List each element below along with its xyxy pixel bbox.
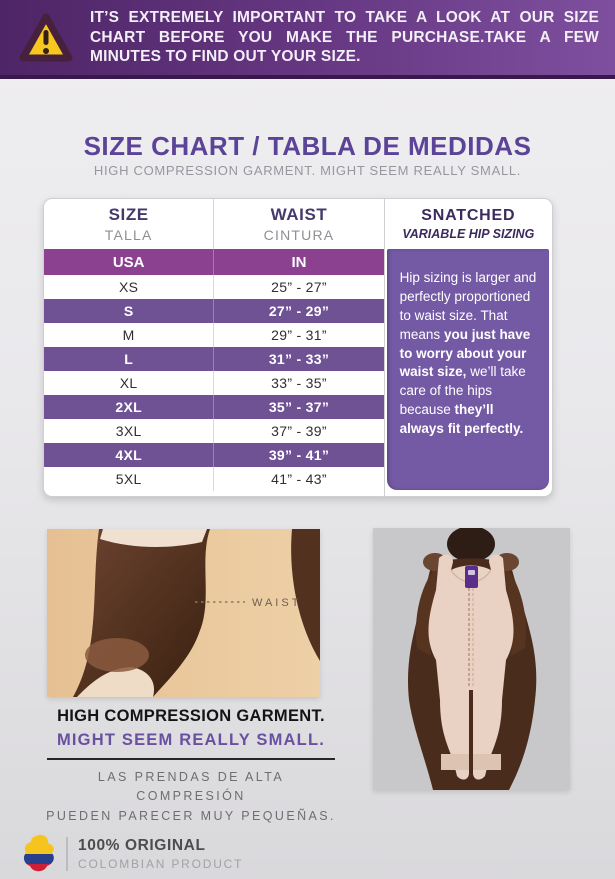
- table-row: [44, 419, 384, 443]
- garment-photo: [373, 528, 570, 790]
- footer-line2: COLOMBIAN PRODUCT: [78, 857, 244, 871]
- waist-cell: 39” - 41”: [268, 447, 330, 463]
- note-es-line2: PUEDEN PARECER MUY PEQUEÑAS.: [46, 808, 336, 823]
- table-row: [44, 347, 384, 371]
- page-subtitle: HIGH COMPRESSION GARMENT. MIGHT SEEM REALLY SMALL.: [93, 163, 522, 178]
- note-divider: [47, 758, 335, 760]
- waist-cell: 31” - 33”: [268, 351, 330, 367]
- page-title: SIZE CHART / TABLA DE MEDIDAS: [83, 131, 532, 161]
- waist-label: WAIST: [252, 597, 302, 609]
- colombia-flag-map-icon: [19, 833, 59, 875]
- waist-header-es: CINTURA: [263, 227, 335, 243]
- size-cell: L: [44, 347, 214, 371]
- table-row: [44, 323, 384, 347]
- garment-tag: [465, 566, 478, 588]
- size-column-header: [44, 199, 214, 249]
- right-lace-trim: [473, 754, 501, 770]
- size-cell: 3XL: [44, 419, 214, 443]
- note-es-line1: LAS PRENDAS DE ALTA COMPRESIÓN: [97, 770, 285, 804]
- snatched-header: [385, 199, 552, 249]
- size-header-es: TALLA: [104, 227, 153, 243]
- hand-shape: [85, 638, 149, 672]
- note-en-line1: HIGH COMPRESSION GARMENT.: [57, 707, 325, 725]
- model-waist-photo: [47, 529, 320, 697]
- origin-footer: [19, 833, 243, 875]
- waist-cell: 27” - 29”: [268, 303, 330, 319]
- size-cell: 4XL: [44, 443, 214, 467]
- snatched-panel-text: Hip sizing is larger and perfectly proportioned to waist size. That means you just have to worry about your waist size, we’ll take care of the hips because they’ll always fit perfectly.: [387, 249, 549, 490]
- footer-text: [78, 837, 243, 871]
- waist-header-en: WAIST: [270, 205, 328, 224]
- table-row: [44, 275, 384, 299]
- size-cell: S: [44, 299, 214, 323]
- size-header-en: SIZE: [108, 205, 149, 224]
- waist-cell: 37” - 39”: [271, 423, 327, 439]
- waist-cell: 25” - 27”: [271, 279, 327, 295]
- left-lace-trim: [441, 754, 469, 770]
- table-row: [44, 371, 384, 395]
- table-row: [44, 395, 384, 419]
- snatched-subtitle: VARIABLE HIP SIZING: [402, 227, 535, 241]
- table-row: [44, 443, 384, 467]
- unit-waist-cell: IN: [291, 253, 307, 271]
- size-chart-table: [43, 198, 553, 497]
- table-row: [44, 299, 384, 323]
- size-cell: 5XL: [44, 467, 214, 491]
- snatched-title: SNATCHED: [421, 207, 516, 224]
- note-en-line2: MIGHT SEEM REALLY SMALL.: [56, 731, 326, 749]
- banner-text: IT’S EXTREMELY IMPORTANT TO TAKE A LOOK AT OUR SIZE CHART BEFORE YOU MAKE THE PURCHASE.TAKE A FEW MINUTES TO FIND OUT YOUR SIZE.: [90, 9, 599, 66]
- size-cell: XL: [44, 371, 214, 395]
- waist-column-header: [214, 199, 383, 249]
- size-cell: XS: [44, 275, 214, 299]
- snatched-column: [384, 199, 552, 496]
- size-waist-columns: [44, 199, 384, 496]
- warning-banner: [0, 0, 615, 79]
- warning-triangle-icon: [18, 12, 74, 64]
- footer-divider: [66, 837, 68, 871]
- waist-cell: 29” - 31”: [271, 327, 327, 343]
- table-header-row: [44, 199, 384, 249]
- table-body: [44, 275, 384, 491]
- size-cell: 2XL: [44, 395, 214, 419]
- compression-note: [45, 707, 337, 826]
- footer-line1: 100% ORIGINAL: [78, 837, 206, 854]
- waist-cell: 41” - 43”: [271, 471, 327, 487]
- unit-size-cell: USA: [44, 249, 214, 275]
- table-row: [44, 467, 384, 491]
- unit-header-row: [44, 249, 384, 275]
- waist-cell: 35” - 37”: [268, 399, 330, 415]
- waist-cell: 33” - 35”: [271, 375, 327, 391]
- size-cell: M: [44, 323, 214, 347]
